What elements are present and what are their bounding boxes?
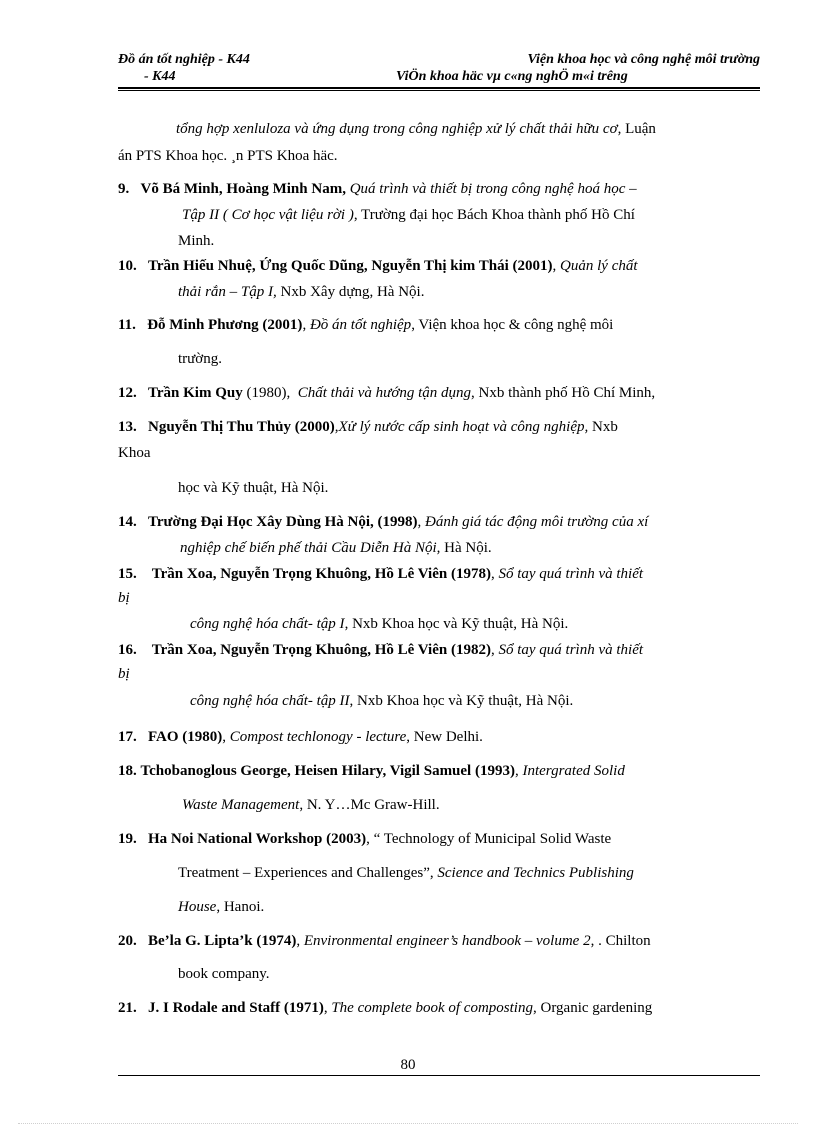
header-left-line2: - K44 bbox=[144, 69, 176, 84]
reference-15-line2: bị bbox=[118, 590, 130, 606]
reference-16: 16. Trần Xoa, Nguyễn Trọng Khuông, Hồ Lê Viên (1982), Sổ tay quá trình và thiết bbox=[118, 642, 644, 658]
footer-rule bbox=[118, 1075, 760, 1076]
reference-17: 17. FAO (1980), Compost techlonogy - lecture, New Delhi. bbox=[118, 729, 483, 745]
reference-20-line2: book company. bbox=[178, 966, 270, 982]
reference-11: 11. Đỗ Minh Phương (2001), Đồ án tốt nghiệp, Viện khoa học & công nghệ môi bbox=[118, 317, 614, 333]
reference-19: 19. Ha Noi National Workshop (2003), “ Technology of Municipal Solid Waste bbox=[118, 831, 612, 847]
reference-13-line3: học và Kỹ thuật, Hà Nội. bbox=[178, 480, 329, 496]
reference-13: 13. Nguyễn Thị Thu Thủy (2000),Xử lý nước cấp sinh hoạt và công nghiệp, Nxb bbox=[118, 419, 618, 435]
reference-16-line2: bị bbox=[118, 666, 130, 682]
reference-13-line2: Khoa bbox=[118, 445, 151, 461]
reference-20: 20. Be’la G. Lipta’k (1974), Environmental engineer’s handbook – volume 2, . Chilton bbox=[118, 933, 651, 949]
reference-18-line2: Waste Management, N. Y…Mc Graw-Hill. bbox=[182, 797, 440, 813]
reference-14: 14. Trường Đại Học Xây Dùng Hà Nội, (1998), Đánh giá tác động môi trường của xí bbox=[118, 514, 649, 530]
reference-21: 21. J. I Rodale and Staff (1971), The complete book of composting, Organic gardening bbox=[118, 1000, 653, 1016]
reference-19-line3: House, Hanoi. bbox=[178, 899, 265, 915]
reference-9: 9. Võ Bá Minh, Hoàng Minh Nam, Quá trình và thiết bị trong công nghệ hoá học – bbox=[118, 181, 637, 197]
reference-9-line3: Minh. bbox=[178, 233, 215, 249]
reference-18: 18. Tchobanoglous George, Heisen Hilary, Vigil Samuel (1993), Intergrated Solid bbox=[118, 763, 625, 779]
reference-11-line2: trường. bbox=[178, 351, 222, 367]
reference-15-line3: công nghệ hóa chất- tập I, Nxb Khoa học và Kỹ thuật, Hà Nội. bbox=[190, 616, 569, 632]
header-right-line2: ViÖn khoa häc vµ c«ng nghÖ m«i trêng bbox=[396, 69, 628, 84]
page-number: 80 bbox=[400, 1057, 416, 1073]
header-left-line1: Đồ án tốt nghiệp - K44 bbox=[118, 52, 250, 67]
reference-8-line2: án PTS Khoa học. ¸n PTS Khoa häc. bbox=[118, 148, 338, 164]
reference-12: 12. Trần Kim Quy (1980), Chất thải và hướng tận dụng, Nxb thành phố Hồ Chí Minh, bbox=[118, 385, 656, 401]
reference-8-line1: tổng hợp xenluloza và ứng dụng trong công nghiệp xử lý chất thải hữu cơ, Luận bbox=[176, 121, 656, 137]
reference-10-line2: thải rắn – Tập I, Nxb Xây dựng, Hà Nội. bbox=[178, 284, 425, 300]
reference-19-line2: Treatment – Experiences and Challenges”, Science and Technics Publishing bbox=[178, 865, 634, 881]
reference-16-line3: công nghệ hóa chất- tập II, Nxb Khoa học và Kỹ thuật, Hà Nội. bbox=[190, 693, 574, 709]
header-rule-thick bbox=[118, 87, 760, 89]
reference-10: 10. Trần Hiếu Nhuệ, Ứng Quốc Dũng, Nguyễn Thị kim Thái (2001), Quản lý chất bbox=[118, 258, 638, 274]
reference-14-line2: nghiệp chế biến phế thải Cầu Diễn Hà Nội, Hà Nội. bbox=[180, 540, 492, 556]
reference-15: 15. Trần Xoa, Nguyễn Trọng Khuông, Hồ Lê Viên (1978), Sổ tay quá trình và thiết bbox=[118, 566, 644, 582]
header-rule-thin bbox=[118, 90, 760, 91]
header-right-line1: Viện khoa học và công nghệ môi trường bbox=[527, 52, 760, 67]
reference-9-line2: Tập II ( Cơ học vật liệu rời ), Trường đại học Bách Khoa thành phố Hồ Chí bbox=[182, 207, 635, 223]
